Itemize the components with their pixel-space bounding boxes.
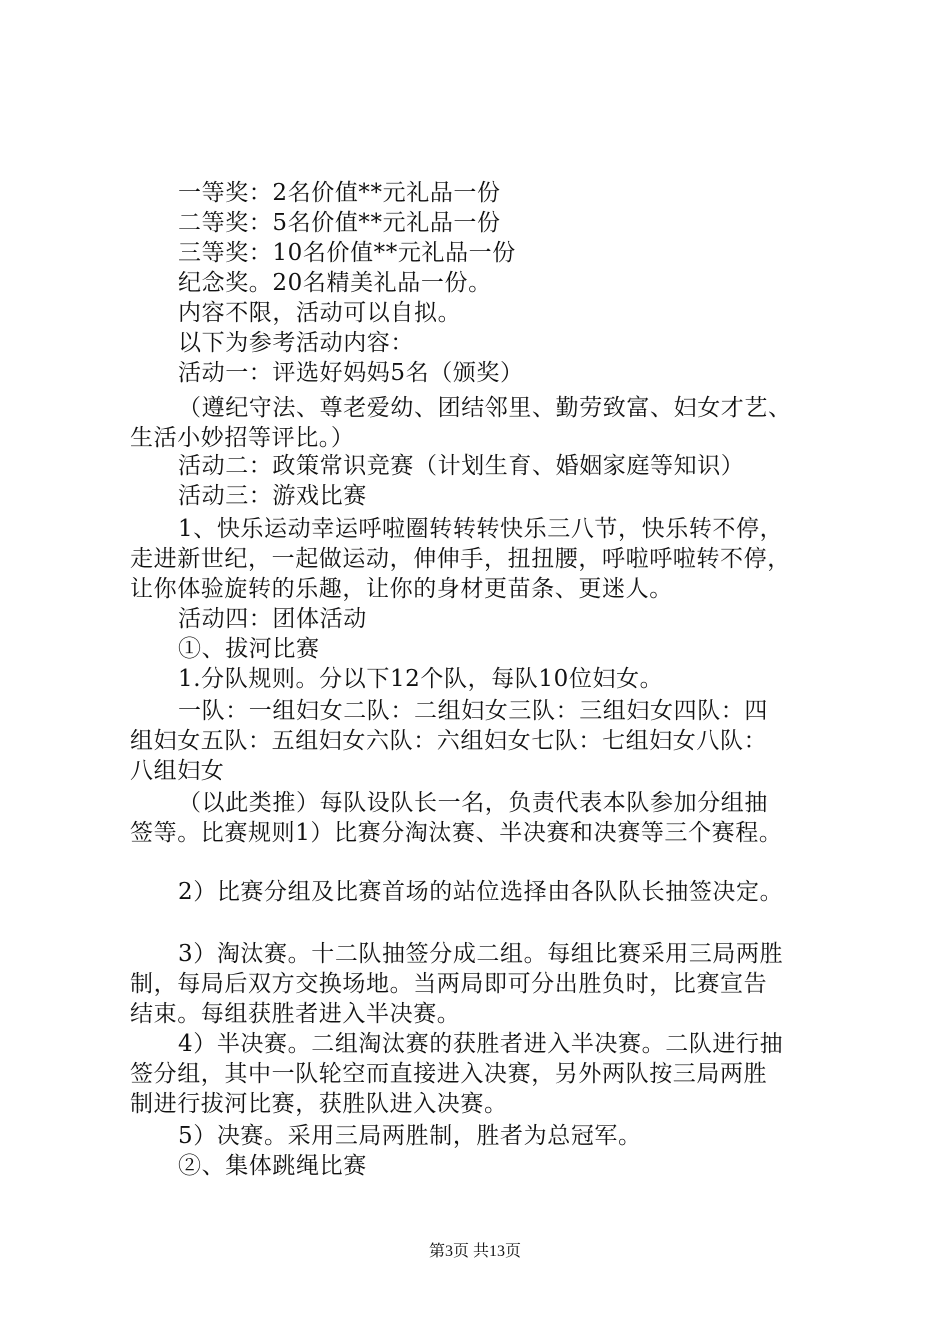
text-line: 组妇女五队：五组妇女六队：六组妇女七队：七组妇女八队： <box>130 728 768 754</box>
text-line: 以下为参考活动内容： <box>178 330 414 356</box>
text-line: 活动四：团体活动 <box>178 606 367 632</box>
text-line: ①、拔河比赛 <box>178 636 320 662</box>
text-line: 5）决赛。采用三局两胜制，胜者为总冠军。 <box>178 1123 642 1149</box>
text-line: 八组妇女 <box>130 758 225 784</box>
page-number-footer: 第3页 共13页 <box>428 1243 521 1260</box>
text-line: 4）半决赛。二组淘汰赛的获胜者进入半决赛。二队进行抽 <box>178 1031 784 1057</box>
text-line: 制，每局后双方交换场地。当两局即可分出胜负时，比赛宣告 <box>130 971 768 997</box>
text-line: 一等奖：2名价值**元礼品一份 <box>178 180 501 206</box>
text-line: 1.分队规则。分以下12个队，每队10位妇女。 <box>178 666 664 692</box>
text-line: ②、集体跳绳比赛 <box>178 1153 367 1179</box>
text-line: 3）淘汰赛。十二队抽签分成二组。每组比赛采用三局两胜 <box>178 941 784 967</box>
text-line: 让你体验旋转的乐趣，让你的身材更苗条、更迷人。 <box>130 576 673 602</box>
text-line: 2）比赛分组及比赛首场的站位选择由各队队长抽签决定。 <box>178 879 784 905</box>
text-line: 1、快乐运动幸运呼啦圈转转转快乐三八节，快乐转不停， <box>178 516 784 542</box>
text-line: 三等奖：10名价值**元礼品一份 <box>178 240 516 266</box>
text-line: 签分组，其中一队轮空而直接进入决赛，另外两队按三局两胜 <box>130 1061 768 1087</box>
text-line: 二等奖：5名价值**元礼品一份 <box>178 210 501 236</box>
text-line: 纪念奖。20名精美礼品一份。 <box>178 270 492 296</box>
text-line: 制进行拔河比赛，获胜队进入决赛。 <box>130 1091 508 1117</box>
text-line: 结束。每组获胜者进入半决赛。 <box>130 1001 461 1027</box>
text-line: 内容不限，活动可以自拟。 <box>178 300 462 326</box>
text-line: 生活小妙招等评比。） <box>130 425 355 451</box>
text-line: 走进新世纪，一起做运动，伸伸手，扭扭腰，呼啦呼啦转不停， <box>130 546 791 572</box>
text-line: 签等。比赛规则1）比赛分淘汰赛、半决赛和决赛等三个赛程。 <box>130 820 783 846</box>
text-line: 活动一：评选好妈妈5名（颁奖） <box>178 360 524 386</box>
text-line: 活动三：游戏比赛 <box>178 483 367 509</box>
text-line: 活动二：政策常识竞赛（计划生育、婚姻家庭等知识） <box>178 453 745 479</box>
text-line: （以此类推）每队设队长一名，负责代表本队参加分组抽 <box>178 790 768 816</box>
text-line: 一队：一组妇女二队：二组妇女三队：三组妇女四队：四 <box>178 698 768 724</box>
text-line: （遵纪守法、尊老爱幼、团结邻里、勤劳致富、妇女才艺、 <box>178 395 792 421</box>
